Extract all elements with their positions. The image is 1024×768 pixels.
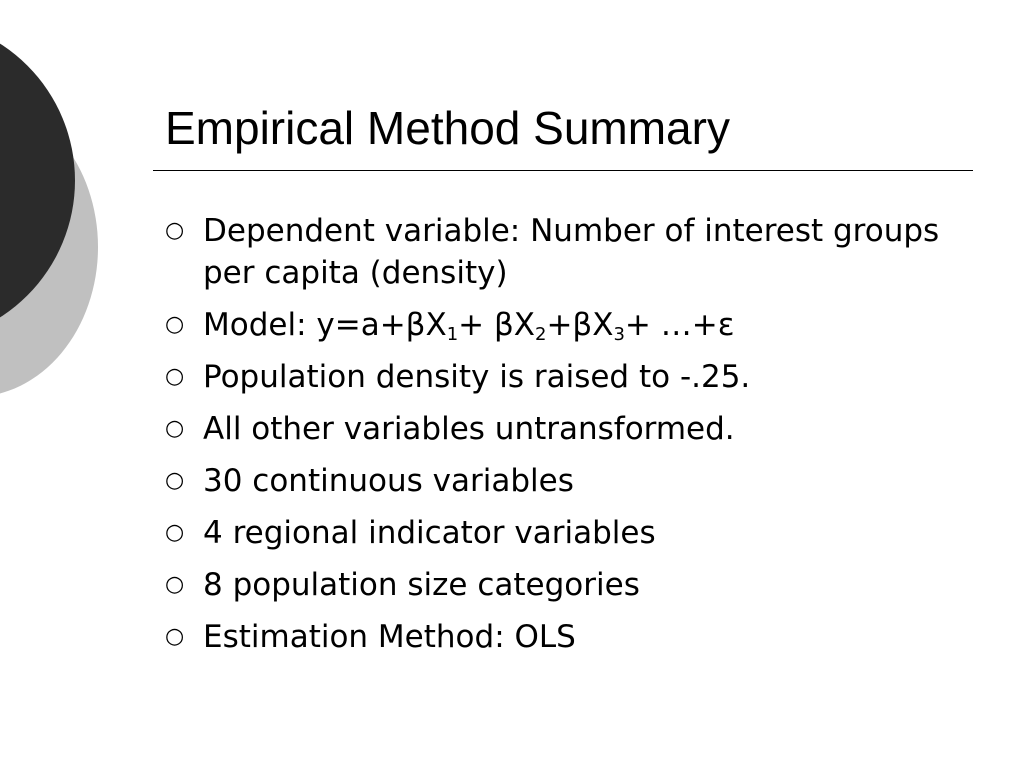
bullet-marker-icon: ○ xyxy=(165,364,185,389)
model-equation-part: Model: y=a+βX xyxy=(203,307,447,343)
bullet-text: 4 regional indicator variables xyxy=(203,515,656,551)
model-equation-part: + …+ε xyxy=(624,307,735,343)
bullet-text: 8 population size categories xyxy=(203,567,640,603)
bullet-item-population-density xyxy=(165,356,955,398)
bullet-item-continuous-variables xyxy=(165,460,955,502)
model-equation-part: +βX xyxy=(546,307,614,343)
bullet-marker-icon: ○ xyxy=(165,624,185,649)
bullet-item-model xyxy=(165,304,955,346)
bullet-item-regional-indicators xyxy=(165,512,955,554)
bullet-marker-icon: ○ xyxy=(165,218,185,243)
bullet-item-population-size-categories xyxy=(165,564,955,606)
bullet-marker-icon: ○ xyxy=(165,572,185,597)
bullet-item-untransformed xyxy=(165,408,955,450)
subscript-2: 2 xyxy=(535,324,547,345)
bullet-marker-icon: ○ xyxy=(165,520,185,545)
bullet-list xyxy=(165,210,955,668)
bullet-marker-icon: ○ xyxy=(165,416,185,441)
bullet-item-estimation-method xyxy=(165,616,955,658)
model-equation xyxy=(203,304,955,346)
bullet-text: Estimation Method: OLS xyxy=(203,619,576,655)
slide-title: Empirical Method Summary xyxy=(165,102,730,154)
bullet-marker-icon: ○ xyxy=(165,468,185,493)
model-equation-part: + βX xyxy=(458,307,535,343)
bullet-text: Dependent variable: Number of interest groups per capita (density) xyxy=(203,213,940,291)
bullet-text: All other variables untransformed. xyxy=(203,411,735,447)
title-divider xyxy=(153,170,973,171)
bullet-text: 30 continuous variables xyxy=(203,463,574,499)
bullet-text: Population density is raised to -.25. xyxy=(203,359,751,395)
bullet-item-dependent-variable xyxy=(165,210,955,294)
bullet-marker-icon: ○ xyxy=(165,312,185,337)
subscript-3: 3 xyxy=(613,324,625,345)
subscript-1: 1 xyxy=(446,324,459,345)
